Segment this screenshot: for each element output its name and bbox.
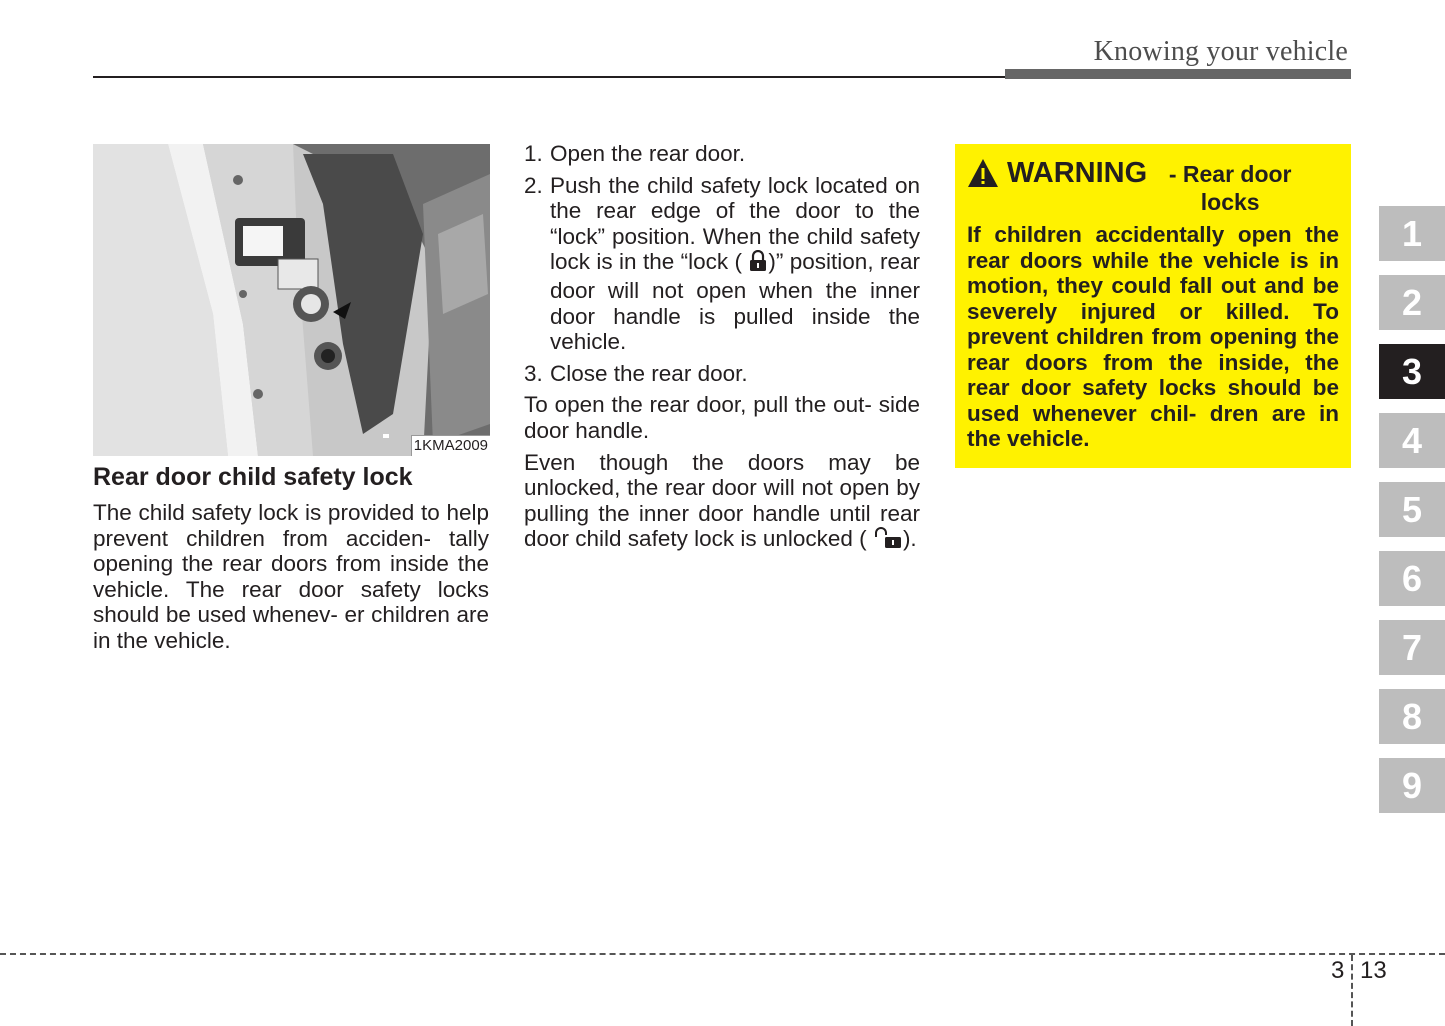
- running-header: Knowing your vehicle: [1093, 36, 1348, 67]
- open-door-paragraph: To open the rear door, pull the out- side door handle.: [524, 392, 920, 443]
- intro-paragraph: The child safety lock is provided to help prevent children from acciden- tally opening the rear doors from inside the vehicle. The rear door safety locks should be used whenev- er children are in the vehicle.: [93, 500, 489, 653]
- warning-label: WARNING: [1007, 157, 1148, 189]
- step-text: Close the rear door.: [550, 360, 748, 386]
- warning-triangle-icon: [967, 158, 999, 188]
- lock-icon: [748, 250, 768, 278]
- door-lock-photo: [93, 144, 490, 456]
- figure-code: 1KMA2009: [411, 435, 490, 456]
- step-number: 2.: [524, 172, 543, 198]
- chapter-tab-7[interactable]: 7: [1379, 620, 1445, 675]
- chapter-tab-9[interactable]: 9: [1379, 758, 1445, 813]
- warning-header: [967, 156, 1339, 216]
- header-rule-accent: [1005, 69, 1351, 79]
- door-lock-illustration: [93, 144, 490, 456]
- chapter-tabs: [1379, 206, 1445, 827]
- warning-subject: - Rear door locks: [1168, 161, 1292, 215]
- chapter-tab-8[interactable]: 8: [1379, 689, 1445, 744]
- step-text: Open the rear door.: [550, 141, 746, 166]
- step-2: [524, 173, 920, 355]
- chapter-tab-2[interactable]: 2: [1379, 275, 1445, 330]
- step-3: [524, 361, 920, 387]
- footer-chapter-number: 3: [1331, 957, 1345, 984]
- chapter-tab-6[interactable]: 6: [1379, 551, 1445, 606]
- footer-rule: [0, 953, 1445, 955]
- unlock-icon: [873, 527, 903, 555]
- step-number: 1.: [524, 141, 543, 166]
- step-text: Push the child safety lock located on the rear edge of the door to the “lock” position. When the child safety lock is in the “lock ( )” position, rear door will not open when the inner door handle is pulled inside the vehicle.: [550, 172, 920, 355]
- middle-column: [524, 141, 920, 561]
- footer-page-number: 13: [1360, 957, 1387, 984]
- chapter-tab-3[interactable]: 3: [1379, 344, 1445, 399]
- unlock-paragraph: Even though the doors may be unlocked, the rear door will not open by pulling the inner door handle until rear door child safety lock is unlocked ( ).: [524, 450, 920, 555]
- section-title: Rear door child safety lock: [93, 463, 413, 491]
- footer-divider: [1351, 955, 1353, 1026]
- chapter-tab-1[interactable]: 1: [1379, 206, 1445, 261]
- left-column: [93, 462, 489, 654]
- chapter-tab-5[interactable]: 5: [1379, 482, 1445, 537]
- header-rule: [93, 76, 1005, 78]
- step-number: 3.: [524, 360, 543, 386]
- warning-body: If children accidentally open the rear doors while the vehicle is in motion, they could fall out and be severely injured or killed. To prevent children from opening the rear doors from the inside, the rear door safety locks should be used whenever chil- dren are in the vehicle.: [967, 222, 1339, 451]
- chapter-tab-4[interactable]: 4: [1379, 413, 1445, 468]
- warning-box: [955, 144, 1351, 468]
- step-1: [524, 141, 920, 167]
